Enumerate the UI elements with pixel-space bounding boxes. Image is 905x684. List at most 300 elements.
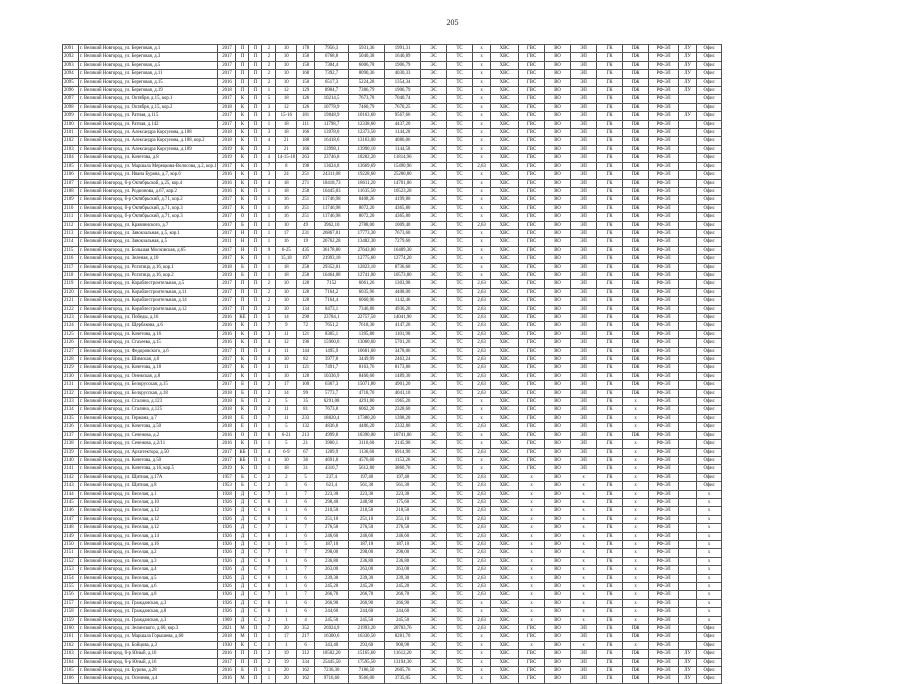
table-cell: ПЖ — [623, 78, 649, 86]
table-cell: 2018 — [218, 414, 236, 422]
table-cell: 1142,46 — [385, 297, 421, 305]
table-cell: х — [697, 566, 722, 574]
table-cell: 2018 — [218, 389, 236, 397]
table-cell: ГВС — [519, 171, 545, 179]
table-cell: х — [571, 507, 597, 515]
table-cell: Офис — [697, 381, 722, 389]
table-cell: РФ-ЭЛ — [649, 667, 679, 675]
table-cell: ГК — [597, 162, 623, 170]
table-cell: 49 — [297, 221, 315, 229]
table-cell: 6 — [262, 507, 276, 515]
table-cell: 18418,73 — [315, 179, 349, 187]
table-cell: 223,30 — [385, 490, 421, 498]
address-cell: г. Великий Новгород, ул. Александра Корсунова, д.188 — [79, 129, 218, 137]
table-cell: ЭП — [571, 650, 597, 658]
table-cell: ГК — [597, 330, 623, 338]
table-cell: К — [236, 322, 249, 330]
table-row — [63, 314, 722, 322]
table-cell: ХВС — [491, 112, 519, 120]
table-cell: 16418,6 — [315, 137, 349, 145]
table-cell: 20 — [276, 667, 297, 675]
table-cell — [679, 95, 697, 103]
table-row — [63, 414, 722, 422]
table-cell: ВО — [545, 271, 571, 279]
table-cell: ЭС — [421, 70, 447, 78]
table-cell: х — [571, 482, 597, 490]
table-row — [63, 53, 722, 61]
table-cell — [679, 171, 697, 179]
table-cell: ГВС — [519, 330, 545, 338]
table-cell: 1 — [262, 271, 276, 279]
table-cell: ГК — [597, 414, 623, 422]
table-row — [63, 423, 722, 431]
table-cell: РФ-ЭЛ — [649, 398, 679, 406]
table-cell: ГВС — [519, 95, 545, 103]
table-cell: 19 — [276, 650, 297, 658]
table-cell: ЭС — [421, 120, 447, 128]
table-cell: 1926 — [218, 515, 236, 523]
table-cell: 2,63 — [473, 524, 491, 532]
table-cell: К — [236, 372, 249, 380]
table-cell: ЭС — [421, 591, 447, 599]
table-cell: ГВС — [519, 658, 545, 666]
table-cell: х — [519, 641, 545, 649]
table-row — [63, 599, 722, 607]
table-cell: 15960,0 — [315, 339, 349, 347]
table-cell: К — [236, 171, 249, 179]
table-cell: х — [697, 591, 722, 599]
table-cell: 10 — [276, 70, 297, 78]
table-cell: ГК — [597, 490, 623, 498]
table-cell: 8305,1 — [315, 330, 349, 338]
table-cell: Д — [236, 599, 249, 607]
table-cell: ГВС — [519, 431, 545, 439]
table-cell: ЭС — [421, 187, 447, 195]
table-cell: ТС — [447, 145, 473, 153]
table-cell: х — [697, 583, 722, 591]
table-cell: ТС — [447, 583, 473, 591]
table-cell: ЭП — [571, 414, 597, 422]
table-cell: Б — [236, 482, 249, 490]
table-cell: С — [249, 608, 262, 616]
table-cell — [679, 238, 697, 246]
table-cell: х — [697, 532, 722, 540]
table-cell: 236,80 — [385, 557, 421, 565]
table-cell: 13990,10 — [349, 145, 385, 153]
table-cell: 2018 — [218, 103, 236, 111]
table-row — [63, 297, 722, 305]
table-row — [63, 229, 722, 237]
table-cell: 2017 — [218, 658, 236, 666]
table-cell — [679, 162, 697, 170]
table-cell: ПЖ — [623, 625, 649, 633]
table-cell: С — [249, 599, 262, 607]
table-cell: 2016 — [218, 78, 236, 86]
table-cell: П — [249, 238, 262, 246]
table-cell: 2605,76 — [385, 667, 421, 675]
table-cell: х — [623, 482, 649, 490]
table-cell: ГВС — [519, 465, 545, 473]
table-cell: П — [249, 204, 262, 212]
table-cell: ПЖ — [623, 658, 649, 666]
table-cell: ЭП — [571, 112, 597, 120]
table-cell — [679, 616, 697, 624]
table-cell: х — [571, 641, 597, 649]
table-cell: ВО — [545, 566, 571, 574]
table-cell: 11635,50 — [349, 187, 385, 195]
table-cell: 2,63 — [473, 162, 491, 170]
address-cell: г. Великий Новгород, ул. Кораблестроительная, д.12 — [79, 305, 218, 313]
address-cell: г. Великий Новгород, ул. Веселая, д.5 — [79, 574, 218, 582]
table-cell: х — [697, 540, 722, 548]
table-cell: ВО — [545, 129, 571, 137]
table-cell: 1354,34 — [385, 78, 421, 86]
table-cell: РФ-ЭЛ — [649, 95, 679, 103]
table-cell: ПЖ — [623, 196, 649, 204]
table-cell: 561,30 — [349, 482, 385, 490]
table-cell: К — [236, 112, 249, 120]
table-cell: ВО — [545, 145, 571, 153]
address-cell: г. Великий Новгород, ул. Александра Корсунова, д.188, кор.2 — [79, 137, 218, 145]
table-row — [63, 448, 722, 456]
row-number-cell: 2103 — [63, 145, 79, 153]
table-cell: ГВС — [519, 440, 545, 448]
table-cell: ЭП — [571, 423, 597, 431]
table-cell: П — [249, 667, 262, 675]
table-cell: 298,00 — [315, 549, 349, 557]
table-cell: ЭП — [571, 633, 597, 641]
table-cell: 7236,30 — [315, 667, 349, 675]
table-cell: 11746,98 — [315, 204, 349, 212]
table-cell: 196 — [297, 339, 315, 347]
table-cell: ЭС — [421, 95, 447, 103]
table-cell: 121 — [297, 364, 315, 372]
table-cell: 5040,38 — [349, 53, 385, 61]
table-cell: Офис — [697, 103, 722, 111]
table-row — [63, 498, 722, 506]
table-cell: 6768,8 — [315, 53, 349, 61]
address-cell: г. Великий Новгород, ул. Завокзальная, д.5, кор.1 — [79, 229, 218, 237]
table-cell: ЭС — [421, 288, 447, 296]
table-cell: ГВС — [519, 364, 545, 372]
table-cell: 4486,20 — [349, 423, 385, 431]
table-cell: П — [249, 414, 262, 422]
table-cell: 9566,00 — [349, 675, 385, 683]
table-cell: ЭС — [421, 372, 447, 380]
table-cell: х — [473, 78, 491, 86]
table-cell: ЭП — [571, 314, 597, 322]
table-cell: ХВС — [491, 456, 519, 464]
table-cell: 263 — [297, 154, 315, 162]
table-cell: 10 — [276, 372, 297, 380]
table-cell: 2332,80 — [385, 423, 421, 431]
table-cell: ЭС — [421, 456, 447, 464]
table-row — [63, 322, 722, 330]
table-cell: 1209,9 — [315, 448, 349, 456]
table-cell: х — [623, 616, 649, 624]
table-cell: ПЖ — [623, 633, 649, 641]
table-cell: ХВС — [491, 372, 519, 380]
table-cell: 246,60 — [349, 532, 385, 540]
table-cell: С — [249, 549, 262, 557]
table-cell: Д — [236, 540, 249, 548]
table-cell: 2 — [262, 616, 276, 624]
table-cell: ПЖ — [623, 339, 649, 347]
table-cell: ТС — [447, 532, 473, 540]
table-cell: 12 — [276, 103, 297, 111]
table-cell: ГК — [597, 78, 623, 86]
table-cell: ГК — [597, 423, 623, 431]
table-cell: х — [473, 213, 491, 221]
table-cell: ТС — [447, 473, 473, 481]
table-cell: К — [236, 339, 249, 347]
table-cell: ХВС — [491, 61, 519, 69]
table-cell: 5612,80 — [349, 465, 385, 473]
table-cell: 18282,20 — [349, 154, 385, 162]
table-cell: 1 — [276, 549, 297, 557]
table-cell: 12775,60 — [349, 255, 385, 263]
table-cell: х — [473, 675, 491, 683]
address-cell: г. Великий Новгород, ул. Кочетова, д.16 — [79, 330, 218, 338]
table-cell — [679, 532, 697, 540]
table-cell: 198 — [297, 162, 315, 170]
table-cell: ЭС — [421, 498, 447, 506]
table-row — [63, 129, 722, 137]
table-cell: РФ-ЭЛ — [649, 280, 679, 288]
table-cell: 8281,70 — [385, 633, 421, 641]
table-cell: 2016 — [218, 440, 236, 448]
table-cell: ТС — [447, 95, 473, 103]
row-number-cell: 2161 — [63, 633, 79, 641]
row-number-cell: 2125 — [63, 330, 79, 338]
table-cell: х — [571, 540, 597, 548]
table-cell: 4576,60 — [349, 456, 385, 464]
table-cell: Офис — [697, 456, 722, 464]
table-cell: х — [623, 515, 649, 523]
address-cell: г. Великий Новгород, ул. Кочетова, д.16, кор.5 — [79, 465, 218, 473]
table-cell: 4901,20 — [385, 381, 421, 389]
table-cell: РФ-ЭЛ — [649, 288, 679, 296]
table-row — [63, 305, 722, 313]
table-cell: ХВС — [491, 599, 519, 607]
table-cell: 7670,25 — [385, 103, 421, 111]
table-cell: РФ-ЭЛ — [649, 61, 679, 69]
table-cell: 1 — [262, 120, 276, 128]
table-cell: Офис — [697, 473, 722, 481]
table-cell: РФ-ЭЛ — [649, 507, 679, 515]
table-cell: ТС — [447, 87, 473, 95]
row-number-cell: 2102 — [63, 137, 79, 145]
table-cell: ЛУ — [679, 675, 697, 683]
table-cell: 8072,20 — [349, 213, 385, 221]
table-cell: ЭС — [421, 473, 447, 481]
table-cell: ВО — [545, 246, 571, 254]
address-cell: г. Великий Новгород, ул. Гражданская, д.3 — [79, 599, 218, 607]
table-cell: ГВС — [519, 271, 545, 279]
table-cell: ТС — [447, 53, 473, 61]
table-cell: 6 — [297, 515, 315, 523]
table-cell: Офис — [697, 238, 722, 246]
table-cell: ГВС — [519, 103, 545, 111]
table-cell: х — [623, 574, 649, 582]
table-cell: х — [623, 549, 649, 557]
table-cell: 5224,28 — [349, 78, 385, 86]
table-cell: ЭС — [421, 87, 447, 95]
address-cell: г. Великий Новгород, ул. Сеченова, д.2 — [79, 431, 218, 439]
table-row — [63, 389, 722, 397]
table-cell: РФ-ЭЛ — [649, 238, 679, 246]
table-cell: ЭС — [421, 171, 447, 179]
table-cell: 6-21 — [276, 431, 297, 439]
table-cell: ЭП — [571, 137, 597, 145]
table-cell: К — [236, 129, 249, 137]
address-cell: г. Великий Новгород, ул. Гражданская, д.3 — [79, 616, 218, 624]
table-cell: 19 — [297, 238, 315, 246]
table-cell: 1 — [276, 583, 297, 591]
row-number-cell: 2154 — [63, 574, 79, 582]
table-cell: 128 — [297, 297, 315, 305]
table-cell: 248,90 — [349, 498, 385, 506]
table-cell: х — [473, 431, 491, 439]
table-cell: С — [249, 540, 262, 548]
table-cell: 14-15-18 — [277, 155, 296, 161]
table-cell: 11746,98 — [315, 196, 349, 204]
table-cell: ЭС — [421, 532, 447, 540]
table-cell — [679, 414, 697, 422]
address-cell: г. Великий Новгород, ул. Кораблестроительная, д.5 — [79, 280, 218, 288]
table-cell: ЭС — [421, 641, 447, 649]
table-cell: Офис — [697, 61, 722, 69]
table-cell: 8408,26 — [349, 196, 385, 204]
table-cell: 266,90 — [385, 599, 421, 607]
table-cell: ТС — [447, 229, 473, 237]
table-cell: 6060,96 — [349, 297, 385, 305]
table-cell: 2017 — [218, 120, 236, 128]
table-cell: 223,30 — [349, 490, 385, 498]
table-cell: 18 — [276, 95, 297, 103]
table-cell: ЭП — [571, 322, 597, 330]
table-cell: х — [473, 650, 491, 658]
table-cell: ВО — [545, 608, 571, 616]
table-row — [63, 566, 722, 574]
table-cell: х — [697, 498, 722, 506]
table-cell: Д — [236, 566, 249, 574]
row-number-cell: 2165 — [63, 667, 79, 675]
table-cell: ГК — [597, 339, 623, 347]
table-cell: ГК — [597, 608, 623, 616]
table-cell: Д — [236, 532, 249, 540]
address-cell: г. Великий Новгород, ул. Веселая, д.14 — [79, 532, 218, 540]
table-cell: 2017 — [218, 61, 236, 69]
table-cell: 9716,60 — [315, 675, 349, 683]
table-cell: 15165,60 — [349, 650, 385, 658]
table-cell: ГВС — [519, 423, 545, 431]
table-cell: 2,63 — [473, 583, 491, 591]
table-cell: х — [473, 599, 491, 607]
table-cell: ТС — [447, 288, 473, 296]
table-cell: 4999,8 — [315, 431, 349, 439]
table-cell: 1 — [262, 187, 276, 195]
table-cell: ТС — [447, 263, 473, 271]
table-cell — [679, 314, 697, 322]
table-cell: ВО — [545, 162, 571, 170]
table-cell: ТС — [447, 103, 473, 111]
table-cell: 14701,06 — [385, 179, 421, 187]
table-cell: ПЖ — [623, 87, 649, 95]
table-cell: ГК — [597, 87, 623, 95]
table-cell: ПЖ — [623, 162, 649, 170]
table-cell — [679, 288, 697, 296]
table-cell: ВО — [545, 263, 571, 271]
table-cell: ГК — [597, 675, 623, 683]
address-cell: г. Великий Новгород, ул. Веселая, д.12 — [79, 524, 218, 532]
table-cell: х — [697, 515, 722, 523]
row-number-cell: 2099 — [63, 112, 79, 120]
table-cell: ЭП — [571, 187, 597, 195]
table-cell: 2017 — [218, 356, 236, 364]
table-cell: ТС — [447, 591, 473, 599]
table-cell: ЭП — [571, 221, 597, 229]
table-cell: ХВС — [491, 524, 519, 532]
table-cell: ЭС — [421, 78, 447, 86]
table-cell: х — [473, 414, 491, 422]
table-cell: ХВС — [491, 145, 519, 153]
table-cell: 99 — [297, 389, 315, 397]
table-cell: 2017 — [218, 288, 236, 296]
table-cell: ЭП — [571, 229, 597, 237]
table-cell: ЭС — [421, 45, 447, 53]
table-row — [63, 507, 722, 515]
table-cell: Офис — [697, 271, 722, 279]
table-cell: ЭС — [421, 297, 447, 305]
table-cell: ПЖ — [623, 650, 649, 658]
table-cell: х — [571, 532, 597, 540]
table-cell: х — [473, 196, 491, 204]
table-cell: 263,00 — [315, 566, 349, 574]
table-cell: х — [519, 482, 545, 490]
table-cell: П — [249, 103, 262, 111]
table-cell: Офис — [697, 356, 722, 364]
row-number-cell: 2118 — [63, 271, 79, 279]
table-cell: ЭС — [421, 103, 447, 111]
table-cell: 266,90 — [349, 599, 385, 607]
table-cell: 218,50 — [385, 507, 421, 515]
table-cell: К — [236, 145, 249, 153]
table-cell: 2018 — [218, 423, 236, 431]
table-cell: 2,63 — [473, 540, 491, 548]
table-cell: П — [249, 448, 262, 456]
table-cell: РФ-ЭЛ — [649, 204, 679, 212]
table-cell: ЭП — [571, 171, 597, 179]
table-cell: ХВС — [491, 658, 519, 666]
table-cell — [679, 221, 697, 229]
table-cell: Офис — [697, 431, 722, 439]
table-cell: ТС — [447, 515, 473, 523]
table-cell: ГК — [597, 473, 623, 481]
table-cell: 245,20 — [385, 583, 421, 591]
table-cell: 7 — [262, 566, 276, 574]
table-cell: ГК — [597, 641, 623, 649]
table-cell: ГВС — [519, 187, 545, 195]
table-cell: 175,60 — [385, 498, 421, 506]
table-cell: 4 — [262, 356, 276, 364]
table-cell — [679, 339, 697, 347]
table-cell: ЭС — [421, 196, 447, 204]
table-cell: 2016 — [218, 339, 236, 347]
table-cell: 12823,10 — [349, 263, 385, 271]
table-cell: 19848,9 — [315, 112, 349, 120]
table-cell: 2016 — [218, 322, 236, 330]
